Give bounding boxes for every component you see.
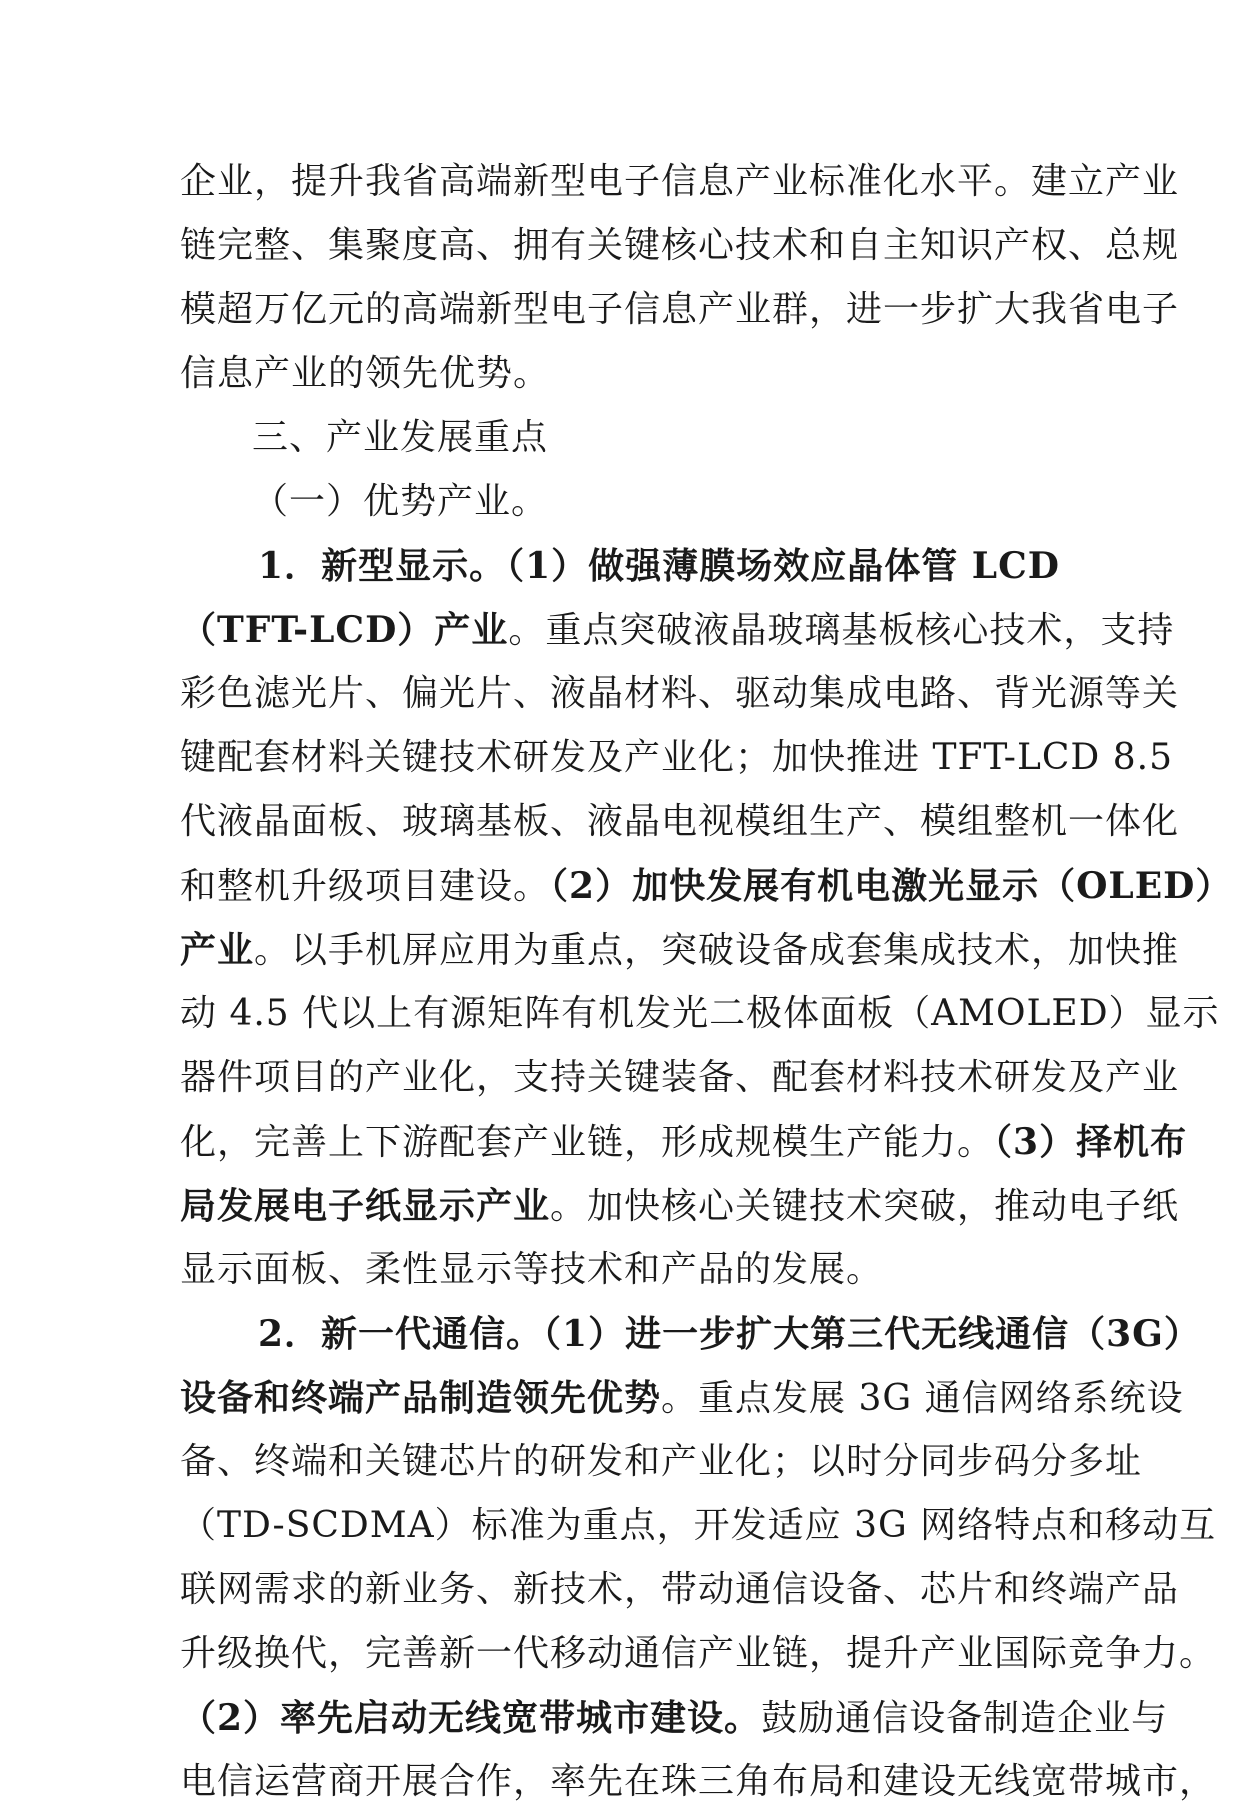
- section-heading: 三、产业发展重点: [252, 417, 549, 458]
- body-text-line: 升级换代，完善新一代移动通信产业链，提升产业国际竞争力。: [180, 1633, 1217, 1674]
- body-text-line: 信息产业的领先优势。: [180, 353, 551, 394]
- body-text-line: 代液晶面板、玻璃基板、液晶电视模组生产、模组整机一体化: [180, 801, 1180, 842]
- bold-phrase: 设备和终端产品制造领先优势: [180, 1377, 662, 1419]
- body-text-line: [180, 918, 1180, 982]
- document-page: [180, 150, 1233, 1814]
- body-text-line: [180, 1366, 1184, 1430]
- text-run: 。重点突破液晶玻璃基板核心技术，支持: [508, 610, 1175, 651]
- body-text-line: （TD-SCDMA）标准为重点，开发适应 3G 网络特点和移动互: [180, 1505, 1217, 1546]
- body-text-line: 电信运营商开展合作，率先在珠三角布局和建设无线宽带城市，: [180, 1761, 1217, 1802]
- body-text-line: [180, 854, 1233, 918]
- item-heading-new-display: 1．新型显示。（1）做强薄膜场效应晶体管 LCD: [258, 545, 1060, 587]
- bold-phrase: （3）择机布: [994, 1121, 1188, 1163]
- body-text-line: 键配套材料关键技术研发及产业化；加快推进 TFT-LCD 8.5: [180, 737, 1173, 778]
- bold-phrase: （2）加快发展有机电激光显示（OLED）: [550, 865, 1233, 907]
- body-text-line: [180, 1174, 1180, 1238]
- bold-phrase: 局发展电子纸显示产业: [180, 1185, 551, 1227]
- text-run: 。重点发展 3G 通信网络系统设: [661, 1378, 1184, 1419]
- text-run: 和整机升级项目建设。: [180, 866, 551, 907]
- bold-phrase: （TFT-LCD）产业: [180, 609, 509, 651]
- body-text-line: [180, 1686, 1169, 1750]
- text-run: 。加快核心关键技术突破，推动电子纸: [550, 1186, 1180, 1227]
- body-text-line: 企业，提升我省高端新型电子信息产业标准化水平。建立产业: [180, 161, 1180, 202]
- bold-phrase: （2）率先启动无线宽带城市建设。: [180, 1697, 762, 1739]
- body-text-line: 显示面板、柔性显示等技术和产品的发展。: [180, 1249, 884, 1290]
- subsection-heading: （一）优势产业。: [252, 481, 549, 522]
- body-text-line: [180, 598, 1175, 662]
- item-heading-new-communication: 2．新一代通信。（1）进一步扩大第三代无线通信（3G）: [258, 1313, 1201, 1355]
- body-text-line: 联网需求的新业务、新技术，带动通信设备、芯片和终端产品: [180, 1569, 1180, 1610]
- body-text-line: [180, 1110, 1188, 1174]
- body-text-line: 备、终端和关键芯片的研发和产业化；以时分同步码分多址: [180, 1441, 1143, 1482]
- body-text-line: 器件项目的产业化，支持关键装备、配套材料技术研发及产业: [180, 1057, 1180, 1098]
- bold-phrase: 产业: [180, 929, 255, 971]
- body-text-line: 动 4.5 代以上有源矩阵有机发光二极体面板（AMOLED）显示: [180, 993, 1220, 1034]
- text-run: 。以手机屏应用为重点，突破设备成套集成技术，加快推: [254, 930, 1180, 971]
- body-text-line: 模超万亿元的高端新型电子信息产业群，进一步扩大我省电子: [180, 289, 1180, 330]
- text-run: 鼓励通信设备制造企业与: [761, 1698, 1169, 1739]
- body-text-line: 彩色滤光片、偏光片、液晶材料、驱动集成电路、背光源等关: [180, 673, 1180, 714]
- text-run: 化，完善上下游配套产业链，形成规模生产能力。: [180, 1122, 995, 1163]
- body-text-line: 链完整、集聚度高、拥有关键核心技术和自主知识产权、总规: [180, 225, 1180, 266]
